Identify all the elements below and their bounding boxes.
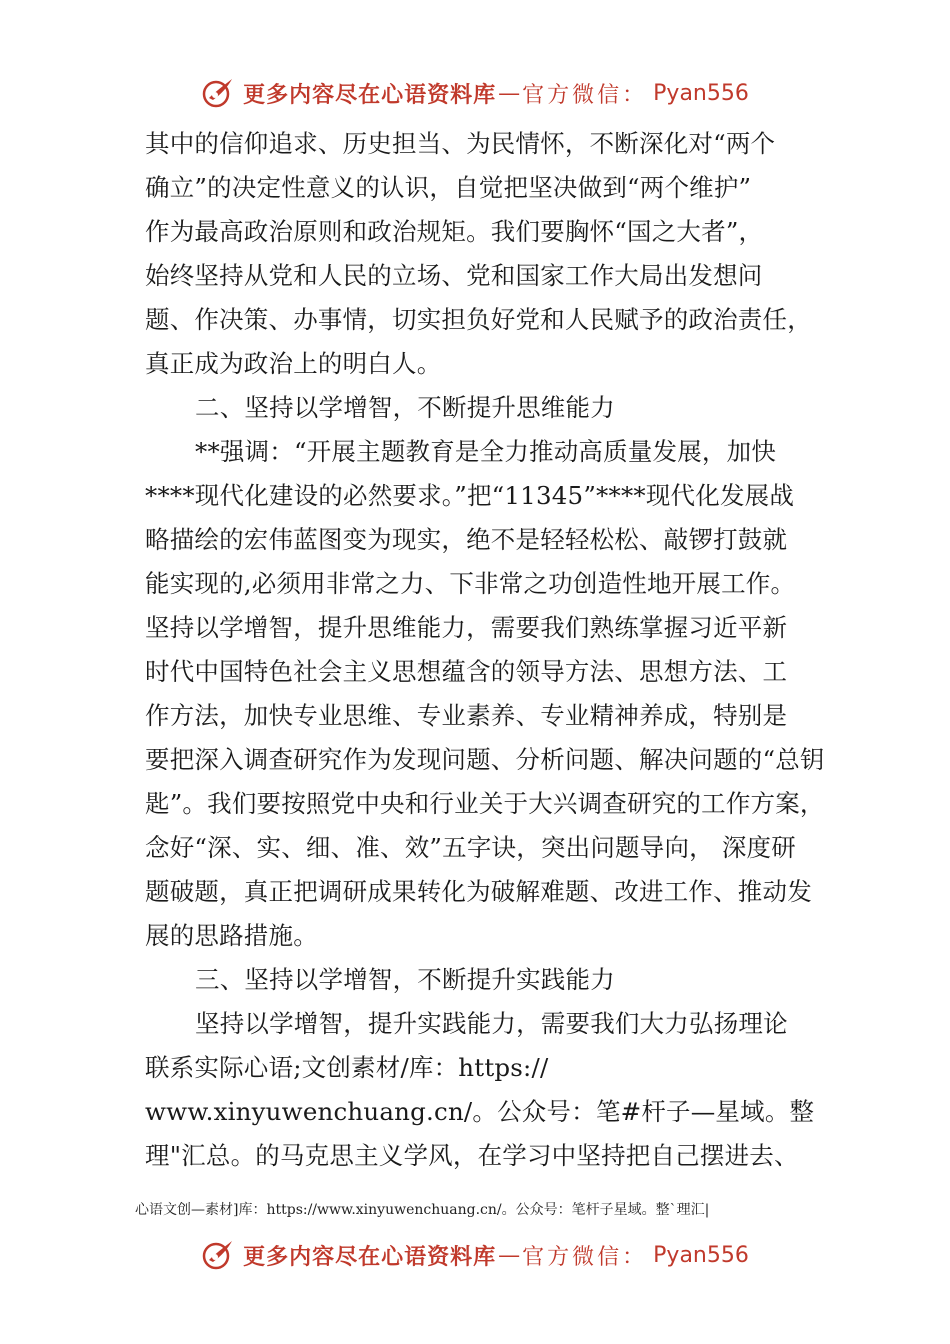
body-line: 确立”的决定性意义的认识，自觉把坚决做到“两个维护” bbox=[145, 173, 752, 202]
quill-circle-icon bbox=[201, 76, 235, 110]
body-line: **强调：“开展主题教育是全力推动高质量发展，加快 bbox=[195, 437, 777, 466]
body-line: 理"汇总。的马克思主义学风，在学习中坚持把自己摆进去、 bbox=[145, 1141, 799, 1170]
body-line: 真正成为政治上的明白人。 bbox=[145, 349, 442, 378]
body-line: 时代中国特色社会主义思想蕴含的领导方法、思想方法、工 bbox=[145, 657, 788, 686]
footer-banner bbox=[0, 1232, 950, 1278]
section-heading: 三、坚持以学增智，不断提升实践能力 bbox=[195, 965, 615, 994]
brand-text: 更多内容尽在心语资料库 bbox=[243, 1243, 497, 1270]
body-line: www.xinyuwenchuang.cn/。公众号：笔#杆子—星域。整 bbox=[145, 1097, 815, 1126]
section-heading: 二、坚持以学增智，不断提升思维能力 bbox=[195, 393, 615, 422]
wechat-label: 官方微信： bbox=[522, 1244, 648, 1270]
body-line: 其中的信仰追求、历史担当、为民情怀，不断深化对“两个 bbox=[145, 129, 776, 158]
body-line: 作方法，加快专业思维、专业素养、专业精神养成，特别是 bbox=[145, 701, 788, 730]
document-body bbox=[145, 122, 845, 1178]
body-line: 要把深入调查研究作为发现问题、分析问题、解决问题的“总钥 bbox=[145, 745, 825, 774]
body-line: 展的思路措施。 bbox=[145, 921, 318, 950]
wechat-id: Pyan556 bbox=[653, 80, 749, 106]
body-line: 坚持以学增智，提升思维能力，需要我们熟练掌握习近平新 bbox=[145, 613, 788, 642]
brand-text: 更多内容尽在心语资料库 bbox=[243, 81, 497, 108]
body-line: 题、作决策、办事情，切实担负好党和人民赋予的政治责任， bbox=[145, 305, 812, 334]
body-line: 联系实际心语;文创素材/库：https:// bbox=[145, 1053, 549, 1082]
header-banner bbox=[0, 70, 950, 116]
banner-separator: — bbox=[498, 80, 521, 106]
body-line: ****现代化建设的必然要求。”把“11345”****现代化发展战 bbox=[145, 481, 795, 510]
body-line: 坚持以学增智，提升实践能力，需要我们大力弘扬理论 bbox=[195, 1009, 788, 1038]
body-line: 题破题，真正把调研成果转化为破解难题、改进工作、推动发 bbox=[145, 877, 812, 906]
body-line: 念好“深、实、细、准、效”五字诀，突出问题导向， 深度研 bbox=[145, 833, 796, 862]
body-line: 匙”。我们要按照党中央和行业关于大兴调查研究的工作方案， bbox=[145, 789, 825, 818]
body-line: 始终坚持从党和人民的立场、党和国家工作大局出发想问 bbox=[145, 261, 763, 290]
body-line: 能实现的,必须用非常之力、下非常之功创造性地开展工作。 bbox=[145, 569, 796, 598]
body-line: 作为最高政治原则和政治规矩。我们要胸怀“国之大者”， bbox=[145, 217, 764, 246]
wechat-id: Pyan556 bbox=[653, 1242, 749, 1268]
banner-separator: — bbox=[498, 1242, 521, 1268]
body-line: 略描绘的宏伟蓝图变为现实，绝不是轻轻松松、敲锣打鼓就 bbox=[145, 525, 788, 554]
footer-watermark-text: 心语文创—素材]库：https://www.xinyuwenchuang.cn/。公众号：笔杆子星域。整`理汇| bbox=[135, 1202, 710, 1218]
quill-circle-icon bbox=[201, 1238, 235, 1272]
wechat-label: 官方微信： bbox=[522, 82, 648, 108]
